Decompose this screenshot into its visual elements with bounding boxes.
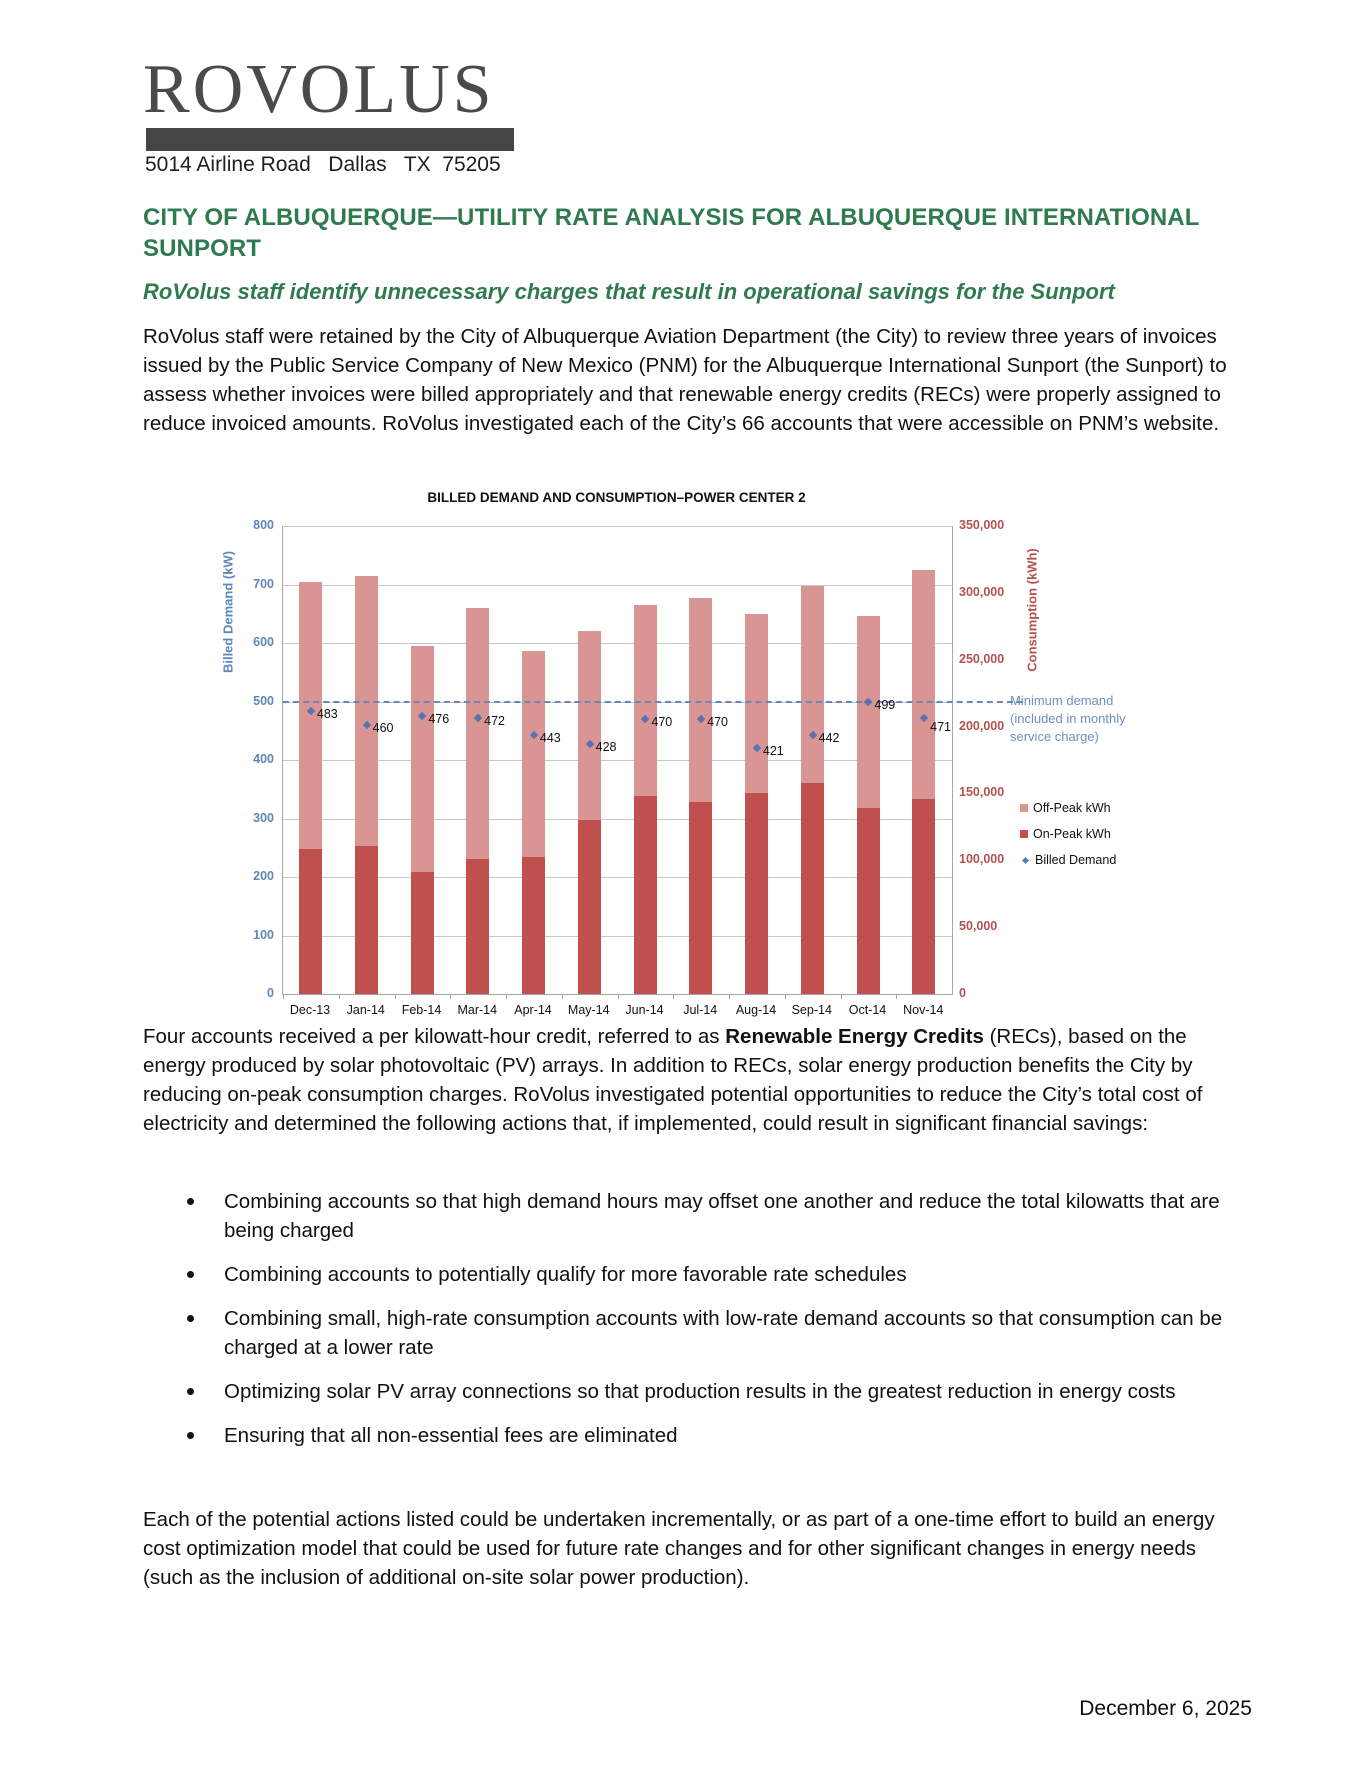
left-axis-tick: 800 [253, 518, 274, 532]
off-peak-bar [801, 586, 824, 783]
minimum-demand-line [283, 701, 1023, 703]
billed-demand-label: 421 [762, 743, 784, 758]
on-peak-bar [857, 808, 880, 994]
on-peak-bar [299, 849, 322, 994]
x-tick-mark [896, 994, 897, 999]
list-item: Ensuring that all non-essential fees are eliminated [143, 1421, 1234, 1450]
bullet-icon [187, 1198, 194, 1205]
page-subtitle: RoVolus staff identify unnecessary charges that result in operational savings for the Sunport [143, 279, 1115, 304]
page-title: CITY OF ALBUQUERQUE—UTILITY RATE ANALYSIS FOR ALBUQUERQUE INTERNATIONAL SUNPORT [143, 204, 1200, 262]
billed-demand-label: 499 [874, 698, 896, 713]
right-axis-tick: 200,000 [959, 718, 1005, 733]
bar-Sep-14 [785, 526, 841, 994]
on-peak-bar [912, 799, 935, 994]
billed-demand-label: 476 [428, 711, 450, 726]
left-axis-label: Billed Demand (kW) [220, 550, 236, 674]
chart-legend [1020, 795, 1116, 873]
list-item: Combining accounts so that high demand hours may offset one another and reduce the total kilowatts that are being charged [143, 1187, 1234, 1245]
x-axis-label: Apr-14 [514, 1003, 552, 1017]
logo-bar [146, 128, 514, 151]
off-peak-bar [466, 608, 489, 859]
left-axis-tick: 200 [253, 869, 274, 883]
bar-Feb-14 [395, 526, 451, 994]
list-item: Combining small, high-rate consumption accounts with low-rate demand accounts so that consumption can be charged at a lower rate [143, 1304, 1234, 1362]
on-peak-bar [801, 783, 824, 994]
recs-paragraph: Four accounts received a per kilowatt-hour credit, referred to as Renewable Energy Credits (RECs), based on the energy produced by solar photovoltaic (PV) arrays. In addition to RECs, solar energy production benefits the City by reducing on-peak consumption charges. RoVolus investigated potential opportunities to reduce the City’s total cost of electricity and determined the following actions that, if implemented, could result in significant financial savings: [143, 1025, 1203, 1135]
right-axis-tick: 300,000 [959, 584, 1005, 599]
on-peak-bar [634, 796, 657, 994]
savings-actions-list [143, 1187, 1243, 1465]
left-axis-tick: 400 [253, 752, 274, 766]
off-peak-bar [411, 646, 434, 873]
bar-Aug-14 [729, 526, 785, 994]
x-axis-label: Jul-14 [683, 1003, 718, 1017]
on-peak-bar [745, 793, 768, 994]
legend-item-on-peak: On-Peak kWh [1020, 821, 1116, 847]
left-axis-tick: 600 [253, 635, 274, 649]
right-axis-label: Consumption (kWh) [1024, 548, 1040, 672]
bar-Dec-13 [283, 526, 339, 994]
on-peak-swatch-icon [1020, 830, 1028, 838]
closing-paragraph: Each of the potential actions listed could be undertaken incrementally, or as part of a one-time effort to build an energy cost optimization model that could be used for future rate changes and for other significant changes in energy needs (such as the inclusion of additional on-site solar power production). [143, 1508, 1215, 1589]
x-tick-mark [506, 994, 507, 999]
off-peak-bar [522, 651, 545, 857]
x-tick-mark [450, 994, 451, 999]
minimum-demand-note: Minimum demand (included in monthly service charge) [1010, 693, 1126, 744]
bar-Apr-14 [506, 526, 562, 994]
bar-Jul-14 [673, 526, 729, 994]
off-peak-bar [355, 576, 378, 846]
chart-title: BILLED DEMAND AND CONSUMPTION–POWER CENTER 2 [427, 490, 806, 505]
bullet-icon [187, 1432, 194, 1439]
x-axis-label: May-14 [567, 1003, 610, 1017]
bar-Mar-14 [450, 526, 506, 994]
off-peak-bar [578, 631, 601, 820]
x-axis-label: Dec-13 [289, 1003, 331, 1017]
x-axis-label: Jan-14 [346, 1003, 385, 1017]
billed-demand-label: 471 [930, 720, 951, 735]
x-axis-label: Feb-14 [401, 1003, 442, 1017]
x-axis-label: Oct-14 [848, 1003, 887, 1017]
left-axis-tick: 500 [253, 693, 274, 708]
billed-demand-label: 470 [707, 715, 728, 730]
on-peak-bar [466, 859, 489, 994]
billed-demand-label: 442 [818, 731, 840, 746]
intro-paragraph: RoVolus staff were retained by the City of Albuquerque Aviation Department (the City) to review three years of invoices issued by the Public Service Company of New Mexico (PNM) for the Albuquerque International Sunport (the Sunport) to assess whether invoices were billed appropriately and that renewable energy credits (RECs) were properly assigned to reduce invoiced amounts. RoVolus investigated each of the City’s 66 accounts that were accessible on PNM’s website. [143, 325, 1227, 435]
x-tick-mark [395, 994, 396, 999]
bar-Oct-14 [841, 526, 897, 994]
x-tick-mark [562, 994, 563, 999]
bar-Jun-14 [618, 526, 674, 994]
legend-item-billed-demand: Billed Demand [1020, 847, 1116, 873]
x-tick-mark [618, 994, 619, 999]
recs-term: Renewable Energy Credits [725, 1025, 984, 1048]
diamond-marker-icon [1022, 856, 1029, 863]
bullet-icon [187, 1388, 194, 1395]
left-axis-tick: 0 [267, 986, 274, 1000]
off-peak-bar [857, 616, 880, 808]
right-axis-tick: 50,000 [959, 919, 998, 934]
billed-demand-label: 428 [595, 739, 617, 754]
on-peak-bar [689, 802, 712, 994]
bullet-icon [187, 1315, 194, 1322]
bar-Nov-14 [896, 526, 952, 994]
x-tick-mark [785, 994, 786, 999]
off-peak-bar [745, 614, 768, 793]
x-axis-label: Mar-14 [457, 1003, 498, 1017]
x-tick-mark [283, 994, 284, 999]
on-peak-bar [578, 820, 601, 994]
on-peak-bar [522, 857, 545, 994]
x-axis-label: Sep-14 [791, 1003, 832, 1017]
bar-May-14 [562, 526, 618, 994]
list-item: Combining accounts to potentially qualify for more favorable rate schedules [143, 1260, 1234, 1289]
right-axis-tick: 250,000 [959, 651, 1005, 666]
right-axis-tick: 100,000 [959, 852, 1005, 867]
x-axis-label: Jun-14 [625, 1003, 664, 1017]
right-axis-tick: 350,000 [959, 518, 1005, 532]
x-tick-mark [841, 994, 842, 999]
billed-demand-label: 460 [372, 720, 394, 735]
off-peak-bar [912, 570, 935, 800]
company-address: 5014 Airline Road Dallas TX 75205 [145, 153, 501, 176]
on-peak-bar [355, 846, 378, 994]
company-logo: ROVOLUS [143, 51, 495, 128]
right-axis-tick: 150,000 [959, 785, 1005, 800]
bullet-icon [187, 1271, 194, 1278]
x-axis-label: Aug-14 [735, 1003, 777, 1017]
document-date: December 6, 2025 [1079, 1697, 1252, 1720]
billed-demand-label: 470 [651, 715, 673, 730]
legend-item-off-peak: Off-Peak kWh [1020, 795, 1116, 821]
left-axis-tick: 300 [253, 810, 274, 825]
on-peak-bar [411, 872, 434, 994]
list-item: Optimizing solar PV array connections so that production results in the greatest reduction in energy costs [143, 1377, 1234, 1406]
bar-Jan-14 [339, 526, 395, 994]
billed-demand-label: 443 [539, 730, 561, 745]
x-tick-mark [673, 994, 674, 999]
off-peak-swatch-icon [1020, 804, 1028, 812]
right-axis-tick: 0 [959, 986, 966, 1000]
billed-demand-label: 483 [316, 707, 338, 722]
left-axis-tick: 100 [253, 927, 274, 942]
plot-area [282, 526, 953, 995]
left-axis-tick: 700 [253, 576, 274, 591]
x-tick-mark [729, 994, 730, 999]
x-axis-label: Nov-14 [903, 1003, 944, 1017]
billed-demand-label: 472 [484, 713, 505, 728]
x-tick-mark [339, 994, 340, 999]
